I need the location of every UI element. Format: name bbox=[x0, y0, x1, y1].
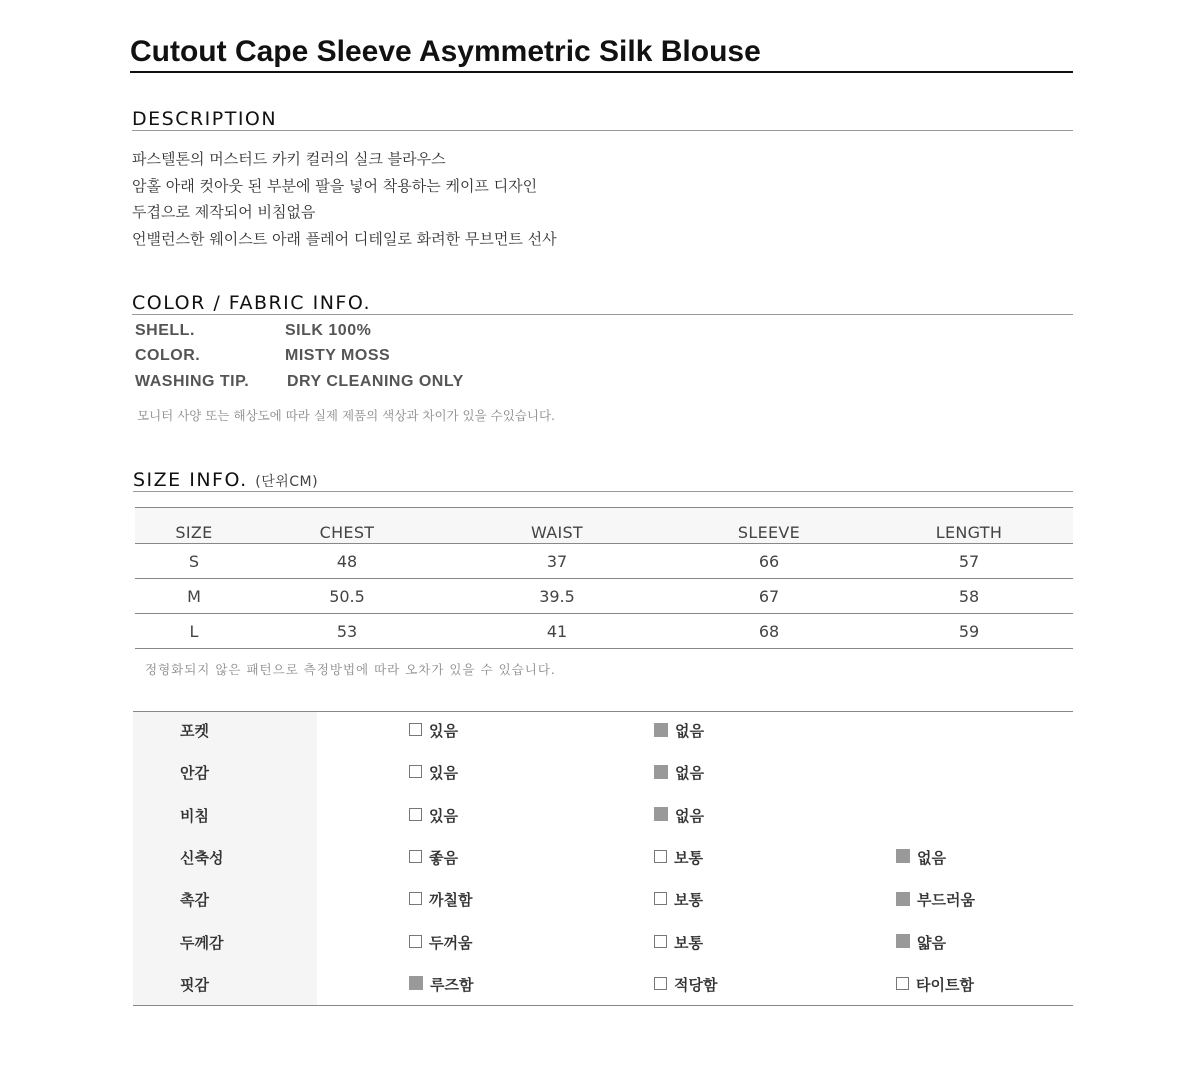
attribute-name: 신축성 bbox=[180, 848, 224, 867]
size-cell: 41 bbox=[441, 614, 673, 649]
attribute-option bbox=[409, 712, 458, 750]
attribute-option-label: 좋음 bbox=[429, 848, 458, 867]
table-row bbox=[135, 544, 1073, 579]
size-heading-text: SIZE INFO. bbox=[133, 469, 248, 491]
size-cell: 59 bbox=[865, 614, 1073, 649]
size-unit: (단위CM) bbox=[255, 474, 319, 490]
attribute-name: 비침 bbox=[180, 806, 209, 825]
unchecked-box-icon bbox=[654, 892, 667, 905]
attribute-option bbox=[409, 754, 458, 792]
attribute-row bbox=[133, 881, 1073, 923]
attribute-option bbox=[409, 966, 473, 1004]
attribute-name: 핏감 bbox=[180, 975, 209, 994]
size-cell: 68 bbox=[673, 614, 865, 649]
attribute-option-label: 없음 bbox=[675, 764, 704, 783]
attribute-option-label: 타이트함 bbox=[916, 975, 974, 994]
attribute-name: 두께감 bbox=[180, 933, 224, 952]
attribute-option-label: 보통 bbox=[674, 891, 703, 910]
attribute-row bbox=[133, 924, 1073, 966]
size-col-header: SLEEVE bbox=[673, 508, 865, 544]
attribute-option-label: 까칠함 bbox=[429, 891, 473, 910]
description-line: 두겹으로 제작되어 비침없음 bbox=[132, 203, 316, 222]
size-col-header: CHEST bbox=[253, 508, 441, 544]
attribute-option bbox=[896, 839, 946, 877]
size-cell: M bbox=[135, 579, 253, 614]
attribute-option-label: 있음 bbox=[429, 806, 458, 825]
checked-box-icon bbox=[896, 934, 910, 948]
unchecked-box-icon bbox=[409, 892, 422, 905]
unchecked-box-icon bbox=[654, 977, 667, 990]
attribute-row bbox=[133, 839, 1073, 881]
size-cell: S bbox=[135, 544, 253, 579]
attribute-option bbox=[409, 797, 458, 835]
size-heading bbox=[133, 469, 1073, 492]
unchecked-box-icon bbox=[654, 850, 667, 863]
fabric-note: 모니터 사양 또는 해상도에 따라 실제 제품의 색상과 차이가 있을 수있습니다. bbox=[137, 408, 556, 423]
attribute-option bbox=[896, 924, 946, 962]
table-row bbox=[135, 579, 1073, 614]
attribute-option bbox=[409, 881, 472, 919]
size-cell: 57 bbox=[865, 544, 1073, 579]
unchecked-box-icon bbox=[896, 977, 909, 990]
attribute-option-label: 두꺼움 bbox=[429, 933, 473, 952]
fabric-value: MISTY MOSS bbox=[285, 347, 391, 364]
size-cell: 53 bbox=[253, 614, 441, 649]
description-line: 파스텔톤의 머스터드 카키 컬러의 실크 블라우스 bbox=[132, 150, 446, 168]
attribute-option-label: 없음 bbox=[917, 848, 946, 867]
attribute-name: 포켓 bbox=[180, 722, 209, 740]
attribute-option-label: 보통 bbox=[674, 848, 703, 867]
size-note: 정형화되지 않은 패턴으로 측정방법에 따라 오차가 있을 수 있습니다. bbox=[145, 662, 556, 677]
attribute-option bbox=[409, 924, 472, 962]
attribute-option bbox=[654, 797, 704, 835]
attribute-option bbox=[409, 839, 458, 877]
fabric-row-washing bbox=[135, 373, 464, 391]
description-line: 암홀 아래 컷아웃 된 부분에 팔을 넣어 착용하는 케이프 디자인 bbox=[132, 176, 538, 195]
size-header-row bbox=[135, 508, 1073, 544]
attribute-option bbox=[896, 881, 975, 919]
size-col-header: LENGTH bbox=[865, 508, 1073, 544]
attribute-option-label: 있음 bbox=[429, 722, 458, 740]
attribute-option bbox=[654, 754, 704, 792]
fabric-value: SILK 100% bbox=[285, 322, 372, 339]
page-title: Cutout Cape Sleeve Asymmetric Silk Blouse bbox=[130, 34, 1073, 73]
fabric-heading: COLOR / FABRIC INFO. bbox=[132, 292, 1073, 315]
attribute-row bbox=[133, 712, 1073, 754]
size-col-header: SIZE bbox=[135, 508, 253, 544]
size-cell: 66 bbox=[673, 544, 865, 579]
size-cell: 37 bbox=[441, 544, 673, 579]
checked-box-icon bbox=[896, 892, 910, 906]
attribute-row bbox=[133, 754, 1073, 796]
checked-box-icon bbox=[896, 849, 910, 863]
attribute-option-label: 없음 bbox=[675, 806, 704, 825]
size-cell: 58 bbox=[865, 579, 1073, 614]
attribute-table bbox=[133, 711, 1073, 1006]
unchecked-box-icon bbox=[654, 935, 667, 948]
attribute-option-label: 보통 bbox=[674, 933, 703, 952]
attribute-option-label: 없음 bbox=[675, 722, 704, 740]
checked-box-icon bbox=[409, 976, 423, 990]
fabric-value: DRY CLEANING ONLY bbox=[287, 373, 464, 390]
description-line: 언밸런스한 웨이스트 아래 플레어 디테일로 화려한 무브먼트 선사 bbox=[132, 230, 557, 249]
size-cell: 39.5 bbox=[441, 579, 673, 614]
attribute-option bbox=[654, 924, 703, 962]
size-cell: 67 bbox=[673, 579, 865, 614]
checked-box-icon bbox=[654, 765, 668, 779]
fabric-row-shell bbox=[135, 322, 371, 340]
attribute-option-label: 있음 bbox=[429, 764, 458, 783]
size-cell: 48 bbox=[253, 544, 441, 579]
attribute-option bbox=[654, 839, 703, 877]
attribute-row bbox=[133, 966, 1073, 1008]
attribute-option-label: 부드러움 bbox=[917, 891, 975, 910]
attribute-option bbox=[896, 966, 974, 1004]
description-lines bbox=[132, 146, 557, 253]
table-row bbox=[135, 614, 1073, 649]
checked-box-icon bbox=[654, 807, 668, 821]
unchecked-box-icon bbox=[409, 850, 422, 863]
size-col-header: WAIST bbox=[441, 508, 673, 544]
checked-box-icon bbox=[654, 723, 668, 737]
fabric-row-color bbox=[135, 347, 390, 365]
fabric-label: WASHING TIP. bbox=[135, 373, 250, 390]
fabric-label: SHELL. bbox=[135, 322, 195, 339]
unchecked-box-icon bbox=[409, 808, 422, 821]
attribute-option-label: 루즈함 bbox=[430, 975, 474, 994]
attribute-option bbox=[654, 712, 704, 750]
unchecked-box-icon bbox=[409, 935, 422, 948]
attribute-option-label: 적당함 bbox=[674, 975, 718, 994]
size-cell: L bbox=[135, 614, 253, 649]
attribute-name: 촉감 bbox=[180, 891, 209, 910]
attribute-option bbox=[654, 881, 703, 919]
size-cell: 50.5 bbox=[253, 579, 441, 614]
size-table bbox=[135, 507, 1073, 649]
unchecked-box-icon bbox=[409, 765, 422, 778]
fabric-label: COLOR. bbox=[135, 347, 201, 364]
attribute-name: 안감 bbox=[180, 764, 209, 783]
description-heading: DESCRIPTION bbox=[132, 108, 1073, 131]
attribute-option-label: 얇음 bbox=[917, 933, 946, 952]
unchecked-box-icon bbox=[409, 723, 422, 736]
attribute-option bbox=[654, 966, 717, 1004]
attribute-row bbox=[133, 797, 1073, 839]
